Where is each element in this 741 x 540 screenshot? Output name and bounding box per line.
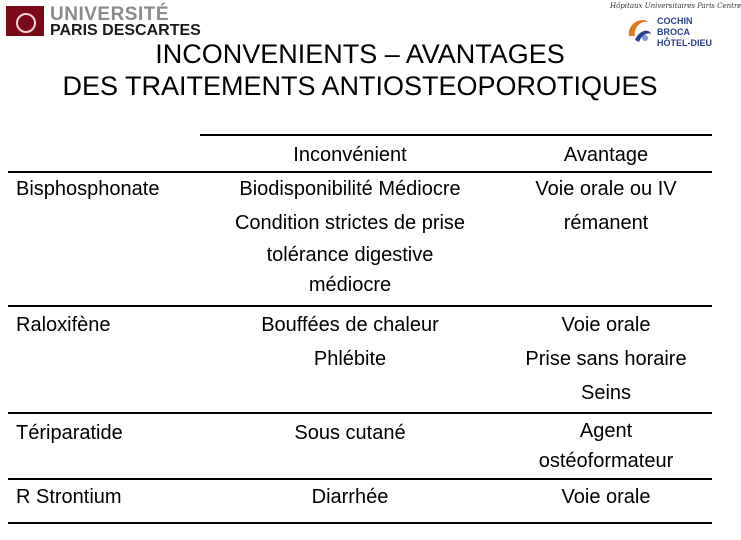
hospital-name-broca: BROCA <box>657 27 690 37</box>
cell-text: Seins <box>580 382 632 404</box>
table-row-avantages <box>500 416 712 476</box>
table-row-inconvenients <box>200 480 500 514</box>
university-logo-line1: UNIVERSITÉ <box>50 4 170 25</box>
cell-text: Agent <box>579 420 633 442</box>
cell-text: Diarrhée <box>311 486 389 508</box>
table-row-rule-1 <box>8 305 712 307</box>
cell-text: médiocre <box>308 274 392 296</box>
header-inconvenient: Inconvénient <box>293 144 407 166</box>
university-logo-line2: PARIS DESCARTES <box>50 22 201 39</box>
table-bottom-rule <box>8 522 712 524</box>
row-name-r-strontium: R Strontium <box>16 486 122 508</box>
cell-text: Voie orale <box>561 314 651 336</box>
cell-text: Phlébite <box>313 348 387 370</box>
row-name-bisphosphonate: Bisphosphonate <box>16 178 160 200</box>
row-name-raloxifene: Raloxifène <box>16 314 111 336</box>
table-top-rule <box>200 134 712 136</box>
cell-text: ostéoformateur <box>538 450 674 472</box>
row-name-teriparatide: Tériparatide <box>16 422 123 444</box>
hospital-name-cochin: COCHIN <box>657 16 693 26</box>
university-logo <box>6 2 201 42</box>
table-row-inconvenients <box>200 308 500 376</box>
table-row-avantages <box>500 308 712 410</box>
cell-text: tolérance digestive <box>266 244 434 266</box>
title-line1: INCONVENIENTS – AVANTAGES <box>155 39 565 69</box>
university-shield-icon <box>6 6 44 36</box>
hospital-logo-script: Hôpitaux Universitaires Paris Centre <box>610 2 741 10</box>
cell-text: rémanent <box>563 212 649 234</box>
table-row-inconvenients <box>200 416 500 450</box>
page-title <box>0 38 720 102</box>
cell-text: Bouffées de chaleur <box>261 314 439 336</box>
table-row-avantages <box>500 480 712 514</box>
cell-text: Biodisponibilité Médiocre <box>239 178 461 200</box>
cell-text: Voie orale ou IV <box>535 178 677 200</box>
cell-text: Condition strictes de prise <box>234 212 466 234</box>
table-row-avantages <box>500 172 712 240</box>
table-row-rule-2 <box>8 412 712 414</box>
cell-text: Sous cutané <box>294 422 406 444</box>
table-row-inconvenients <box>200 172 500 299</box>
cell-text: Voie orale <box>561 486 651 508</box>
title-line2: DES TRAITEMENTS ANTIOSTEOPOROTIQUES <box>62 71 658 101</box>
header-avantage: Avantage <box>563 144 649 166</box>
cell-text: Prise sans horaire <box>525 348 687 370</box>
hospital-name-hotel-dieu: HÔTEL-DIEU <box>657 38 712 48</box>
